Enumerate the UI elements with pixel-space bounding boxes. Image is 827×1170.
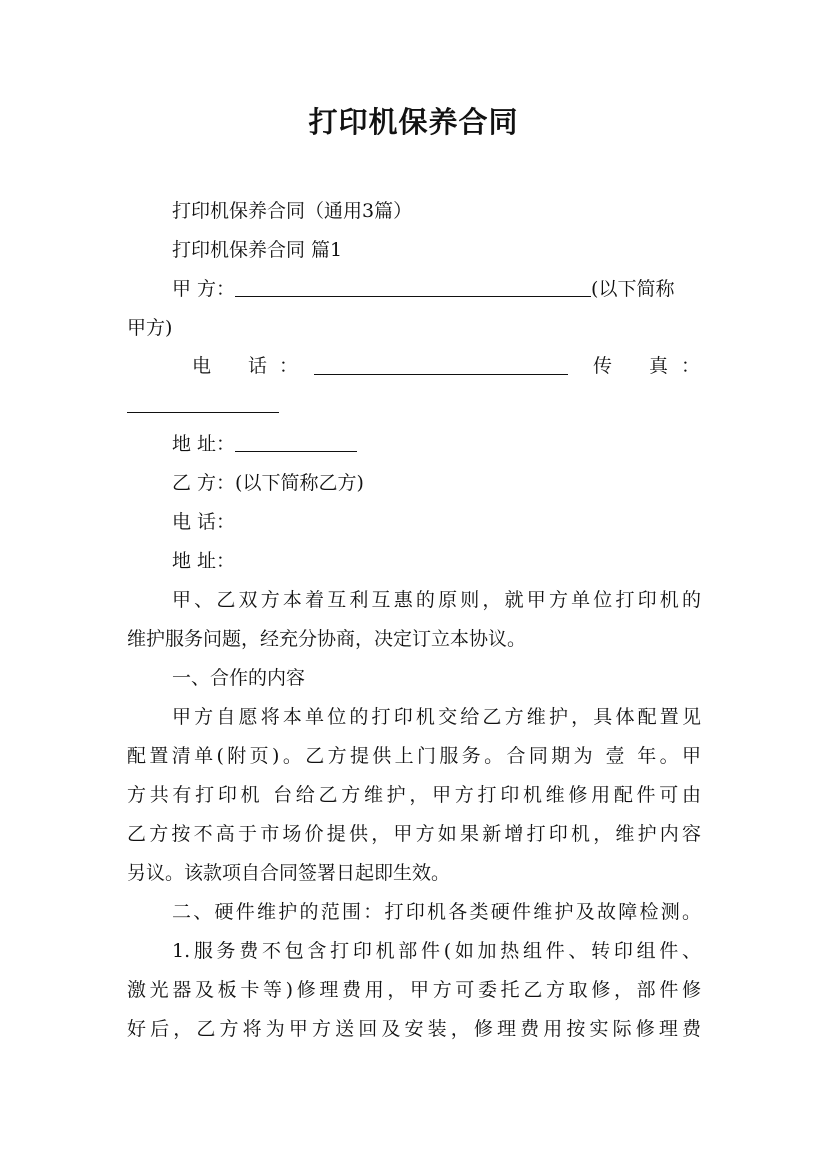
phone-label-char-2: 话 (248, 355, 268, 377)
party-a-address-blank (235, 433, 357, 452)
party-a-suffix-cont: 甲方) (127, 317, 173, 339)
clause-2-line-1: 1.服务费不包含打印机部件(如加热组件、转印组件、 (172, 940, 701, 962)
clause-1-line-1: 甲方自愿将本单位的打印机交给乙方维护，具体配置见 (172, 706, 701, 728)
clause-2-heading: 二、硬件维护的范围：打印机各类硬件维护及故障检测。 (172, 901, 701, 923)
party-a-fax-blank (127, 394, 279, 413)
party-b-label: 乙 方：(以下简称乙方) (172, 472, 364, 494)
party-a-name-blank (235, 278, 591, 297)
clause-1-line-5: 另议。该款项自合同签署日起即生效。 (127, 862, 451, 884)
party-b-phone: 电 话： (172, 511, 236, 533)
party-a-address-label: 地 址： (172, 433, 236, 455)
party-a-phone-blank (314, 356, 568, 375)
section-heading: 打印机保养合同 篇1 (172, 239, 343, 261)
clause-1-heading: 一、合作的内容 (172, 667, 306, 689)
clause-1-line-3: 方共有打印机 台给乙方维护，甲方打印机维修用配件可由 (127, 784, 701, 806)
document-subtitle: 打印机保养合同（通用3篇） (172, 200, 413, 222)
party-b-address: 地 址： (172, 550, 236, 572)
fax-label-colon: ： (681, 355, 701, 377)
party-a-label: 甲 方： (172, 278, 236, 300)
clause-2-line-3: 好后，乙方将为甲方送回及安装，修理费用按实际修理费 (127, 1018, 701, 1040)
phone-label-char-1: 电 (192, 355, 212, 377)
party-a-phone-fax-row (127, 354, 701, 378)
clause-2-line-2: 激光器及板卡等)修理费用，甲方可委托乙方取修，部件修 (127, 979, 701, 1001)
intro-line-2: 维护服务问题，经充分协商，决定订立本协议。 (127, 628, 527, 650)
intro-line-1: 甲、乙双方本着互利互惠的原则，就甲方单位打印机的 (172, 589, 701, 611)
fax-label-char-2: 真 (649, 355, 669, 377)
party-a-fax-row (127, 393, 279, 417)
clause-1-line-2: 配置清单(附页)。乙方提供上门服务。合同期为 壹 年。甲 (127, 745, 701, 767)
party-a-address-row (172, 432, 357, 456)
clause-1-line-4: 乙方按不高于市场价提供，甲方如果新增打印机，维护内容 (127, 823, 701, 845)
party-a-suffix: (以下简称 (591, 278, 675, 300)
document-title: 打印机保养合同 (308, 105, 519, 139)
fax-label-char-1: 传 (593, 355, 613, 377)
party-a-row (172, 277, 674, 301)
phone-label-colon: ： (279, 355, 299, 377)
